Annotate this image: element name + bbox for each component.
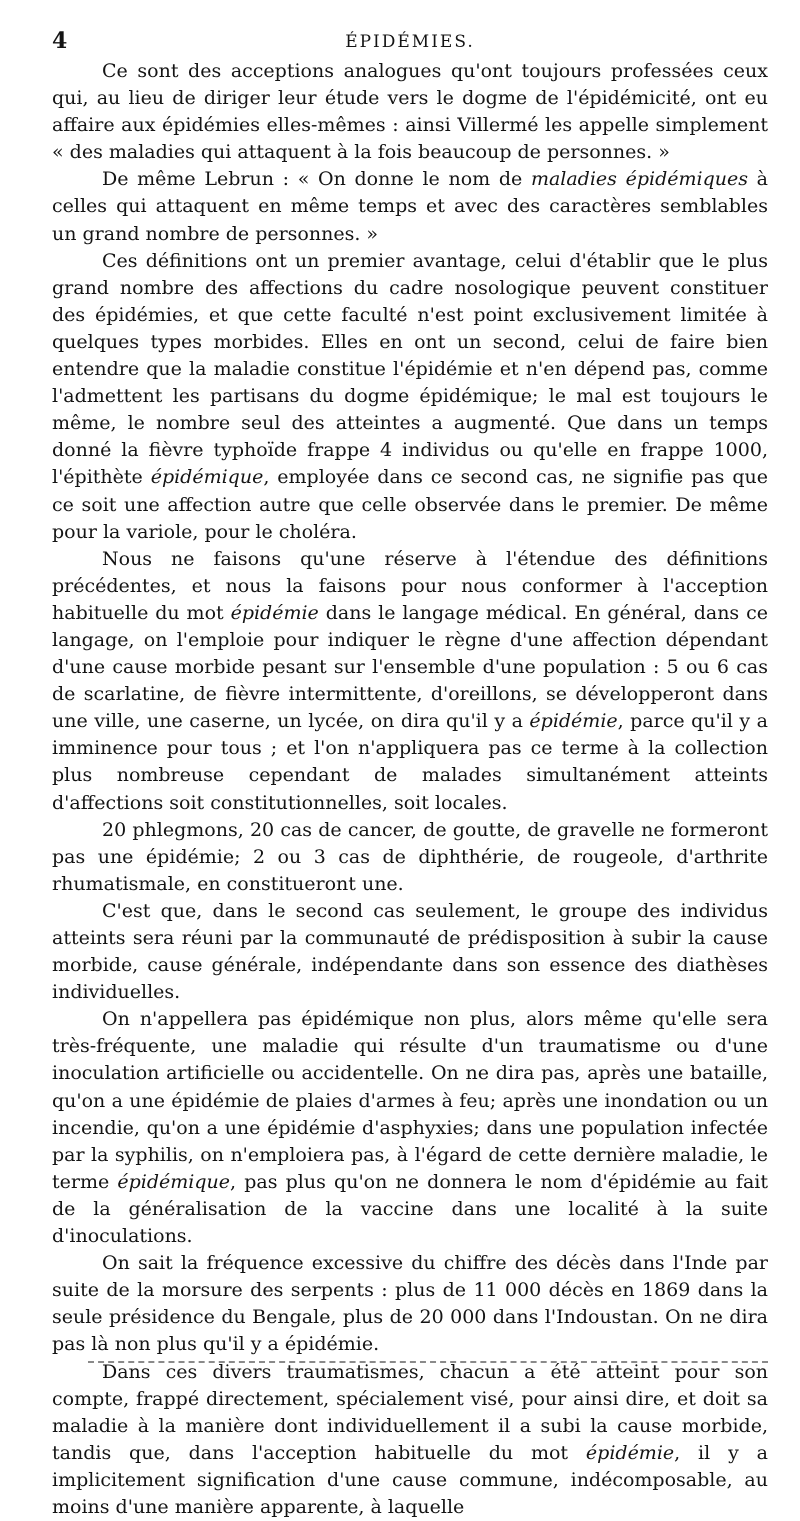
page-number: 4	[52, 28, 67, 54]
italic-term: maladies épidémiques	[531, 168, 748, 190]
paragraph-text: C'est que, dans le second cas seulement, le groupe des individus atteints sera réuni par la communauté de prédisposition à subir la cause morbide, cause générale, indépendante dans son essence des diathèses individuelles.	[52, 900, 768, 1003]
paragraph-text: On n'appellera pas épidémique non plus, alors même qu'elle sera très-fréquente, une maladie qui résulte d'un traumatisme ou d'une inoculation artificielle ou accidentelle. On ne dira pas, après une bataille, qu'on a une épidémie de plaies d'armes à feu; après une inondation ou un incendie, qu'on a une épidémie d'asphyxies; dans une population infectée par la syphilis, on n'emploiera pas, à l'égard de cette dernière maladie, le terme	[52, 1008, 768, 1193]
italic-term: épidémique	[117, 1171, 230, 1193]
italic-term: épidémie	[529, 710, 617, 732]
paragraph-1	[52, 58, 768, 166]
italic-term: épidémie	[231, 602, 319, 624]
paragraph-text: , employée dans ce second cas, ne signifie pas que ce soit une affection autre que celle observée dans le premier. De même pour la variole, pour le choléra.	[52, 466, 768, 542]
paragraph-5	[52, 817, 768, 898]
page-header	[52, 24, 768, 58]
italic-term: épidémie	[586, 1442, 674, 1464]
paragraph-2	[52, 166, 768, 247]
paragraph-8	[52, 1250, 768, 1358]
paragraph-text: dans le langage médical. En général, dans ce langage, on l'emploie pour indiquer le règne d'une affection dépendant d'une cause morbide pesant sur l'ensemble d'une population : 5 ou 6 cas de scarlatine, de fièvre intermittente, d'oreillons, se développeront dans une ville, une caserne, un lycée, on dira qu'il y a	[52, 602, 768, 732]
paragraph-text: Ce sont des acceptions analogues qu'ont toujours professées ceux qui, au lieu de diriger leur étude vers le dogme de l'épidémicité, ont eu affaire aux épidémies elles-mêmes : ainsi Villermé les appelle simplement « des maladies qui attaquent à la fois beaucoup de personnes. »	[52, 60, 768, 163]
paragraph-text: Dans ces divers traumatismes, chacun a été atteint pour son compte, frappé directement, spécialement visé, pour ainsi dire, et doit sa maladie à la manière dont individuellement il a subi la cause morbide, tandis que, dans l'acception habituelle du mot	[52, 1361, 768, 1464]
italic-term: épidémique	[151, 466, 264, 488]
paragraph-7	[52, 1006, 768, 1250]
paragraph-6	[52, 898, 768, 1006]
paragraph-text: Ces définitions ont un premier avantage, celui d'établir que le plus grand nombre des affections du cadre nosologique peuvent constituer des épidémies, et que cette faculté n'est point exclusivement limitée à quelques types morbides. Elles en ont un second, celui de faire bien entendre que la maladie constitue l'épidémie et n'en dépend pas, comme l'admettent les partisans du dogme épidémique; le mal est toujours le même, le nombre seul des atteintes a augmenté. Que dans un temps donné la fièvre typhoïde frappe 4 individus ou qu'elle en frappe 1000, l'épithète	[52, 250, 768, 489]
body-text	[52, 58, 768, 1521]
paragraph-4	[52, 546, 768, 817]
paragraph-text: , pas plus qu'on ne donnera le nom d'épidémie au fait de la généralisation de la vaccine dans une localité à la suite d'inoculations.	[52, 1171, 768, 1247]
paragraph-text: à celles qui attaquent en même temps et avec des caractères semblables un grand nombre de personnes. »	[52, 168, 768, 244]
paragraph-text: On sait la fréquence excessive du chiffre des décès dans l'Inde par suite de la morsure des serpents : plus de 11 000 décès en 1869 dans la seule présidence du Bengale, plus de 20 000 dans l'Indoustan. On ne dira pas là non plus qu'il y a épidémie.	[52, 1252, 768, 1355]
paragraph-text: 20 phlegmons, 20 cas de cancer, de goutte, de gravelle ne formeront pas une épidémie; 2 ou 3 cas de diphthérie, de rougeole, d'arthrite rhumatismale, en constitueront une.	[52, 819, 768, 895]
paragraph-text: , il y a implicitement signification d'une cause commune, indécomposable, au moins d'une manière apparente, à laquelle	[52, 1442, 768, 1518]
paragraph-text: De même Lebrun : « On donne le nom de	[102, 168, 531, 190]
paragraph-3	[52, 248, 768, 546]
running-title: ÉPIDÉMIES.	[52, 30, 768, 54]
paragraph-text: , parce qu'il y a imminence pour tous ; et l'on n'appliquera pas ce terme à la collection plus nombreuse cependant de malades simultanément atteints d'affections soit constitutionnelles, soit locales.	[52, 710, 768, 813]
bottom-rule	[88, 1361, 768, 1363]
paragraph-text: Nous ne faisons qu'une réserve à l'étendue des définitions précédentes, et nous la faisons pour nous conformer à l'acception habituelle du mot	[52, 548, 768, 624]
paragraph-9	[52, 1359, 768, 1521]
book-page	[52, 24, 768, 1521]
